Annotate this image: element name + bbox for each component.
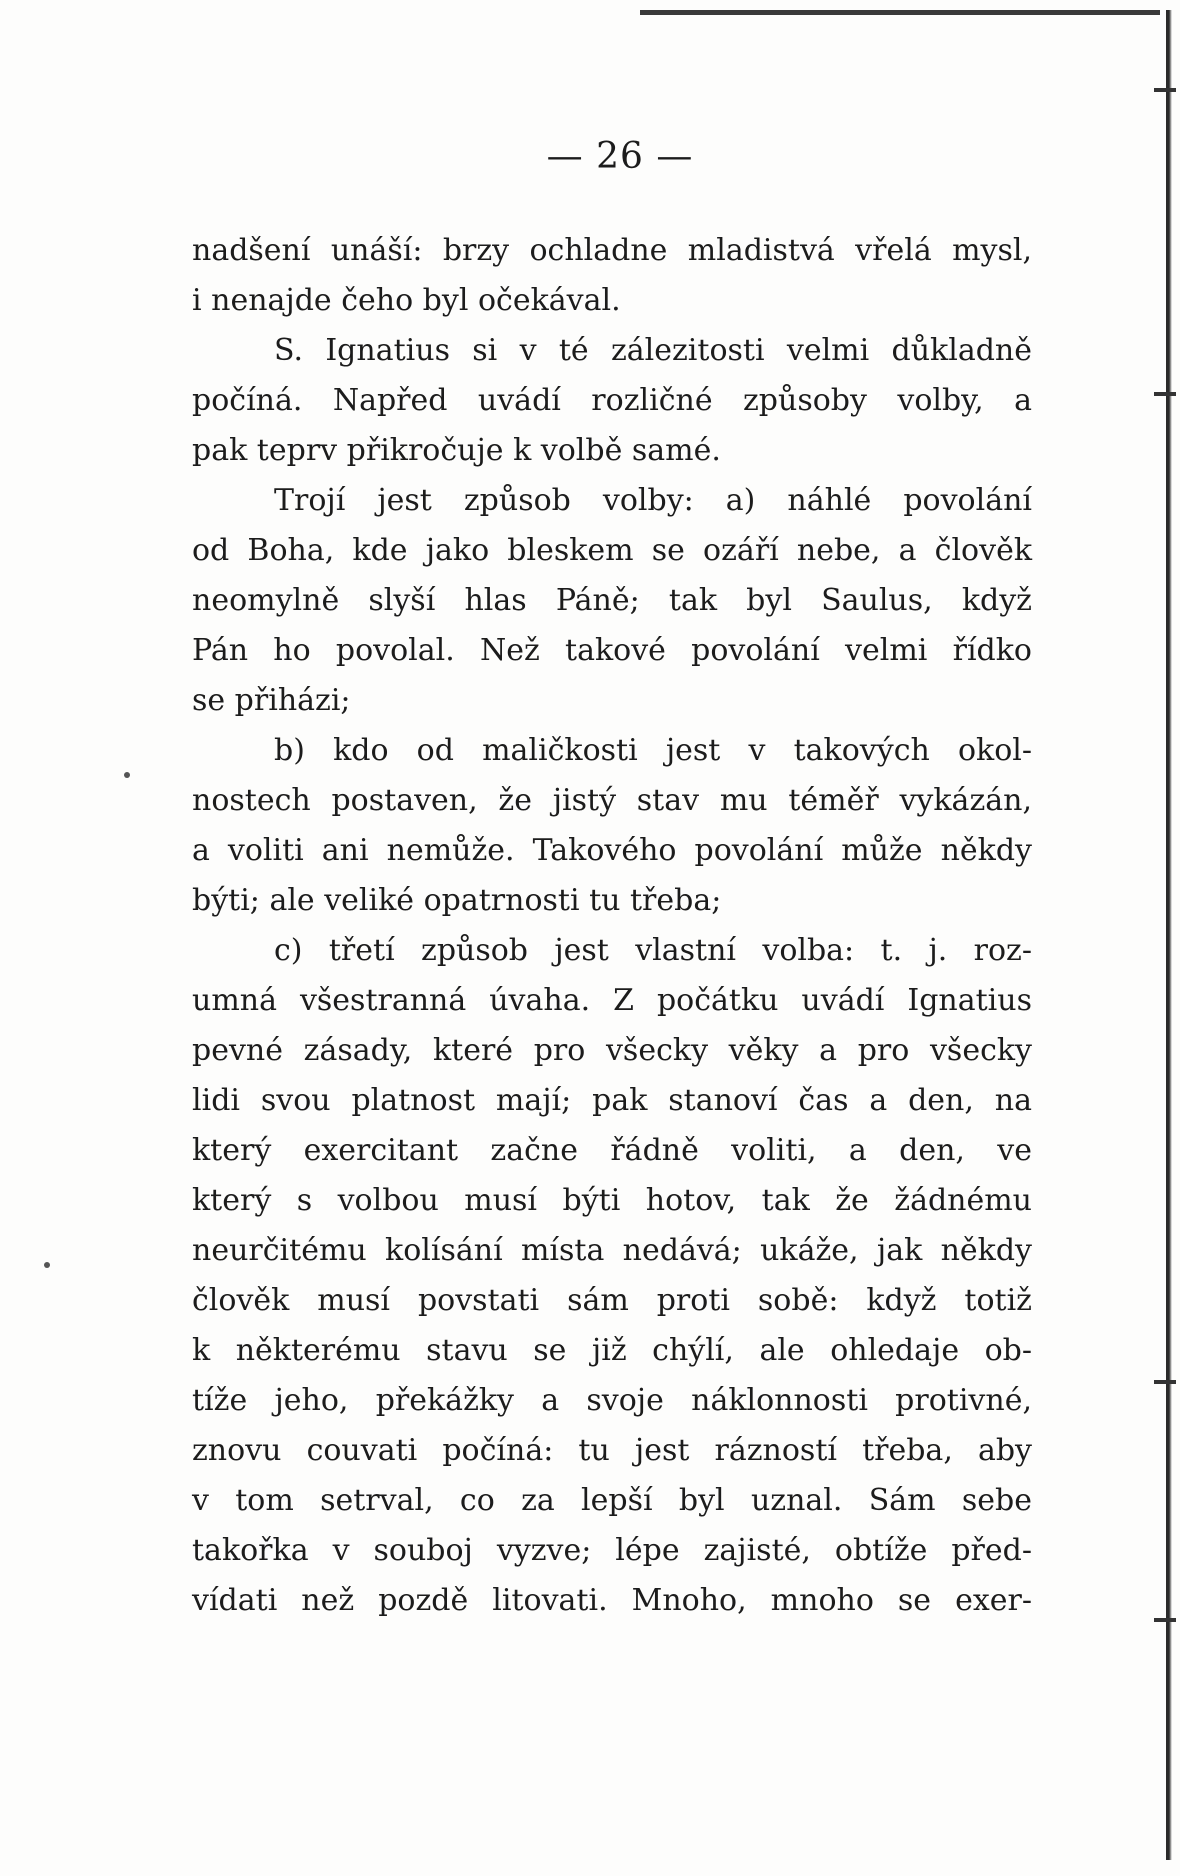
text-line: umná všestranná úvaha. Z počátku uvádí Ignatius (192, 983, 1032, 1018)
text-line: pak teprv přikročuje k volbě samé. (192, 433, 721, 468)
scan-edge-marks (1150, 0, 1180, 1876)
text-line: se přiházi; (192, 683, 351, 718)
text-line: neurčitému kolísání místa nedává; ukáže, jak někdy (192, 1233, 1032, 1268)
text-line: člověk musí povstati sám proti sobě: když totiž (192, 1283, 1032, 1318)
text-line: býti; ale veliké opatrnosti tu třeba; (192, 883, 722, 918)
text-line: i nenajde čeho byl očekával. (192, 283, 621, 318)
text-line: nadšení unáší: brzy ochladne mladistvá vřelá mysl, (192, 233, 1032, 268)
text-line: Trojí jest způsob volby: a) náhlé povolání (274, 483, 1032, 518)
scan-speck (124, 772, 130, 778)
text-line: který s volbou musí býti hotov, tak že žádnému (192, 1183, 1032, 1218)
text-line: nostech postaven, že jistý stav mu téměř vykázán, (192, 783, 1032, 818)
text-line: S. Ignatius si v té zálezitosti velmi důkladně (274, 333, 1032, 368)
text-line: který exercitant začne řádně voliti, a den, ve (192, 1133, 1032, 1168)
page-number: — 26 — (546, 136, 694, 177)
text-line: k některému stavu se již chýlí, ale ohledaje ob- (192, 1333, 1032, 1368)
text-line: takořka v souboj vyzve; lépe zajisté, obtíže před- (192, 1533, 1032, 1568)
scan-speck (44, 1262, 50, 1268)
text-line: neomylně slyší hlas Páně; tak byl Saulus, když (192, 583, 1032, 618)
text-line: lidi svou platnost mají; pak stanoví čas a den, na (192, 1083, 1032, 1118)
text-line: v tom setrval, co za lepší byl uznal. Sám sebe (192, 1483, 1032, 1518)
text-line: pevné zásady, které pro všecky věky a pro všecky (192, 1033, 1032, 1068)
text-line: b) kdo od maličkosti jest v takových okol- (274, 733, 1032, 768)
text-line: Pán ho povolal. Než takové povolání velmi řídko (192, 633, 1032, 668)
text-line: tíže jeho, překážky a svoje náklonnosti protivné, (192, 1383, 1032, 1418)
text-line: znovu couvati počíná: tu jest rázností třeba, aby (192, 1433, 1032, 1468)
scan-top-edge (640, 10, 1160, 15)
text-line: a voliti ani nemůže. Takového povolání může někdy (192, 833, 1032, 868)
text-line: vídati než pozdě litovati. Mnoho, mnoho se exer- (192, 1583, 1032, 1618)
text-line: počíná. Napřed uvádí rozličné způsoby volby, a (192, 383, 1032, 418)
text-line: od Boha, kde jako bleskem se ozáří nebe, a člověk (192, 533, 1032, 568)
text-line: c) třetí způsob jest vlastní volba: t. j. roz- (274, 933, 1032, 968)
body-text (192, 226, 1032, 1626)
